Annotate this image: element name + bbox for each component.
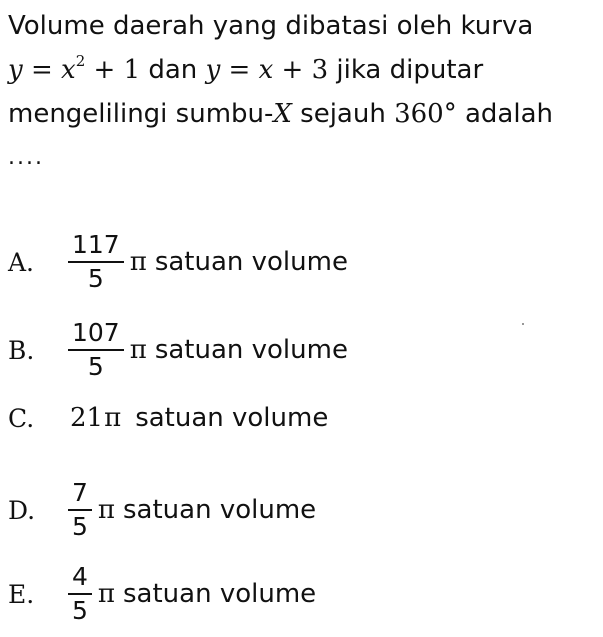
eq2-equals: = <box>220 55 259 85</box>
option-a-text: satuan volume <box>154 247 348 277</box>
eq1-equals: = <box>22 55 62 85</box>
line-3-mid: sejauh <box>291 99 395 129</box>
option-d-denominator: 5 <box>68 509 92 541</box>
line-3-before: mengelilingi sumbu- <box>8 99 274 129</box>
option-a[interactable] <box>8 232 588 292</box>
option-c-letter: C. <box>8 403 35 433</box>
option-a-fraction <box>70 231 122 293</box>
option-e-denominator: 5 <box>68 593 92 625</box>
option-d-pi: π <box>97 495 115 525</box>
question-line-2 <box>8 48 598 92</box>
option-e-fraction <box>70 563 90 625</box>
eq1-tail: + 1 <box>85 55 141 85</box>
scan-speck <box>522 323 524 325</box>
line-3-after: adalah <box>456 99 554 129</box>
option-a-numerator: 117 <box>72 230 120 259</box>
angle-value: 360° <box>394 99 457 129</box>
axis-label: X <box>273 99 292 129</box>
option-b-letter: B. <box>8 335 35 365</box>
option-b-numerator: 107 <box>72 318 120 347</box>
question-line-3 <box>8 92 598 136</box>
option-a-letter: A. <box>8 247 35 277</box>
option-e[interactable] <box>8 564 588 624</box>
eq1-exponent: 2 <box>75 52 86 70</box>
option-c-whole: 21 <box>70 403 104 433</box>
option-c-text: satuan volume <box>135 403 329 433</box>
eq2-tail: + 3 <box>273 55 329 85</box>
eq1-base: x <box>61 55 76 85</box>
option-b[interactable] <box>8 320 588 380</box>
option-e-numerator: 4 <box>72 562 88 591</box>
option-d-fraction <box>70 479 90 541</box>
eq2-var: x <box>258 55 274 85</box>
option-a-pi: π <box>129 247 147 277</box>
option-d-text: satuan volume <box>123 495 317 525</box>
option-c[interactable] <box>8 388 588 448</box>
option-d[interactable] <box>8 480 588 540</box>
option-b-text: satuan volume <box>154 335 348 365</box>
option-e-pi: π <box>97 579 115 609</box>
option-d-letter: D. <box>8 495 36 525</box>
line-2-after: jika diputar <box>328 55 484 85</box>
option-a-denominator: 5 <box>68 261 124 293</box>
eq1-lhs: y <box>8 55 23 85</box>
option-d-numerator: 7 <box>72 478 88 507</box>
option-b-fraction <box>70 319 122 381</box>
option-e-text: satuan volume <box>123 579 317 609</box>
option-e-letter: E. <box>8 579 35 609</box>
question-line-1: Volume daerah yang dibatasi oleh kurva <box>8 11 534 41</box>
conjunction: dan <box>140 55 206 85</box>
eq2-lhs: y <box>205 55 221 85</box>
option-b-denominator: 5 <box>68 349 124 381</box>
question-text <box>8 4 598 180</box>
option-c-pi: π <box>104 403 122 433</box>
question-ellipsis: .... <box>8 145 44 170</box>
option-b-pi: π <box>129 335 147 365</box>
